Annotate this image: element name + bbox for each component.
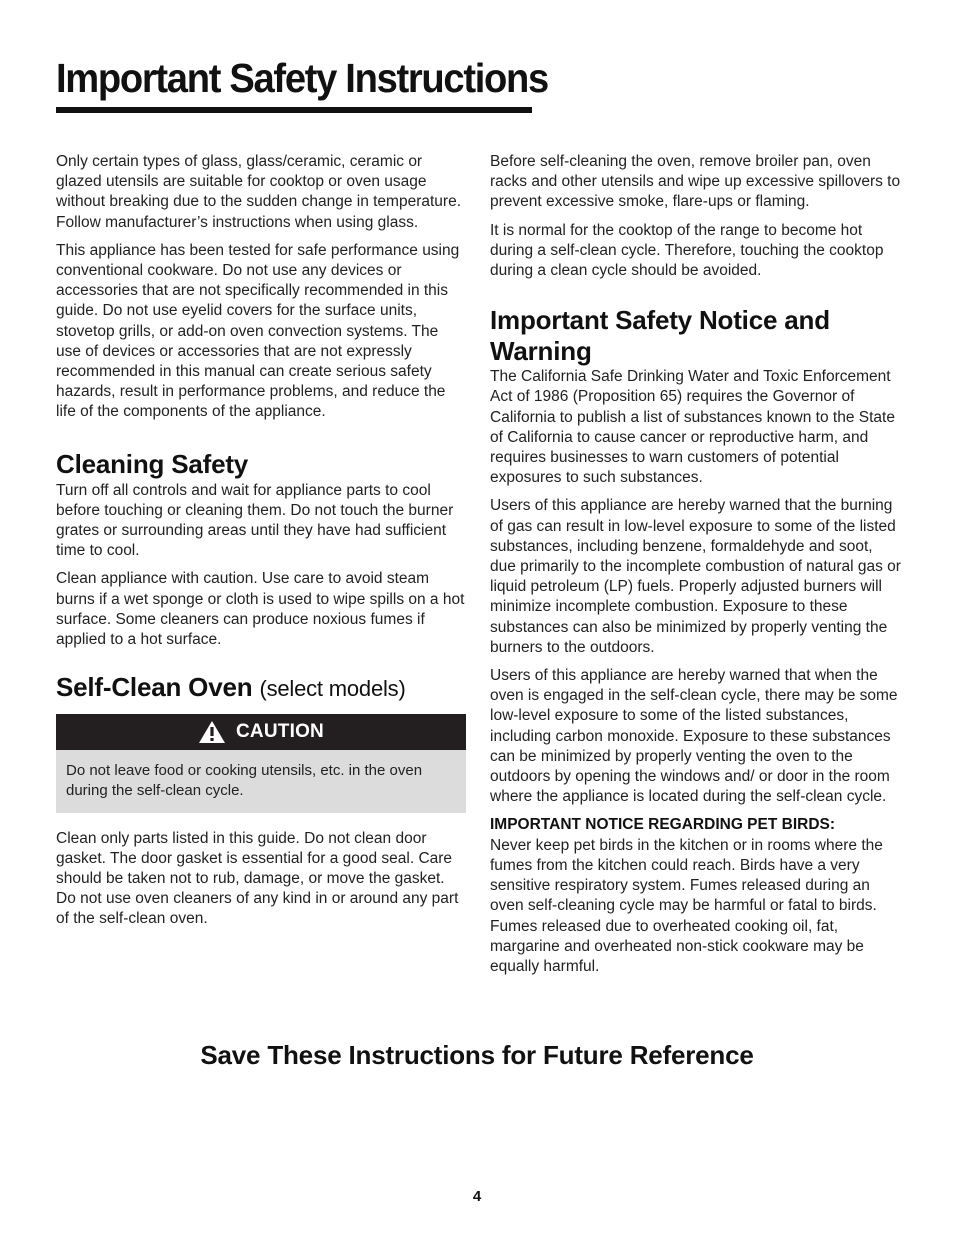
notice-paragraph-self-clean: Users of this appliance are hereby warned that when the oven is engaged in the self-clean cycle, there may be some low-level exposure to some of the listed substances, including carbon monoxide. Exposure to these substances can be minimized by properly venting the oven to the outdoors by opening the windows and/ or door in the room where the appliance is located during the self-clean cycle. — [490, 667, 898, 806]
caution-body — [56, 750, 466, 812]
caution-box — [56, 714, 466, 812]
notice-paragraph-pet-birds — [490, 815, 902, 977]
pet-birds-heading: IMPORTANT NOTICE REGARDING PET BIRDS: — [490, 816, 836, 834]
self-clean-paragraph-cooktop-hot: It is normal for the cooktop of the range to become hot during a self-clean cycle. Therefore, touching the cooktop during a clean cycle should be avoided. — [490, 221, 884, 280]
page-title: Important Safety Instructions — [56, 55, 548, 101]
right-column — [490, 152, 902, 985]
page-number: 4 — [472, 1188, 482, 1205]
intro-paragraph-cookware: This appliance has been tested for safe performance using conventional cookware. Do not use any devices or accessories that are not specifically recommended in this guide. Do not use eyelid covers for the surface units, stovetop grills, or add-on oven convection systems. The use of devices or accessories that are not expressly recommended in this manual can create serious safety hazards, result in performance problems, and reduce the life of the components of the appliance. — [56, 241, 460, 421]
self-clean-paragraph-remove: Before self-cleaning the oven, remove broiler pan, oven racks and other utensils and wipe up excessive spillovers to prevent excessive smoke, flare-ups or flaming. — [490, 153, 901, 211]
cleaning-paragraph-cool: Turn off all controls and wait for appliance parts to cool before touching or cleaning them. Do not touch the burner grates or surrounding areas until they have had sufficient time to cool. — [56, 481, 454, 560]
title-rule — [56, 107, 532, 113]
caution-bar — [56, 714, 466, 750]
left-column — [56, 152, 466, 938]
footer-heading: Save These Instructions for Future Reference — [200, 1040, 754, 1070]
self-clean-heading — [56, 672, 466, 704]
self-clean-subheading: (select models) — [259, 676, 406, 702]
warning-triangle-icon — [198, 720, 226, 744]
cleaning-paragraph-caution: Clean appliance with caution. Use care to avoid steam burns if a wet sponge or cloth is used to wipe spills on a hot surface. Some cleaners can produce noxious fumes if applied to a hot surface. — [56, 570, 465, 649]
self-clean-heading-main: Self-Clean Oven — [56, 672, 253, 703]
caution-label: CAUTION — [236, 721, 324, 743]
caution-text: Do not leave food or cooking utensils, etc. in the oven during the self-clean cycle. — [66, 762, 423, 800]
intro-paragraph-glass: Only certain types of glass, glass/ceramic, ceramic or glazed utensils are suitable for cooktop or oven usage without breaking due to the sudden change in temperature. Follow manufacturer’s instructions when using glass. — [56, 153, 461, 231]
self-clean-paragraph-gasket: Clean only parts listed in this guide. Do not clean door gasket. The door gasket is essential for a good seal. Care should be taken not to rub, damage, or move the gasket. Do not use oven cleaners of any kind in or around any part of the self-clean oven. — [56, 829, 459, 928]
notice-paragraph-gas: Users of this appliance are hereby warned that the burning of gas can result in low-level exposure to some of the listed substances, including benzene, formaldehyde and soot, due primarily to the incomplete combustion of natural gas or liquid petroleum (LP) fuels. Properly adjusted burners will minimize incomplete combustion. Exposure to these substances can also be minimized by properly venting the burners to the outdoors. — [490, 497, 901, 656]
pet-birds-text: Never keep pet birds in the kitchen or in rooms where the fumes from the kitchen could reach. Birds have a very sensitive respiratory system. Fumes released during an oven self-cleaning cycle may be harmful or fatal to birds. Fumes released due to overheated cooking oil, fat, margarine and overheated non-stick cookware may be equally harmful. — [490, 836, 883, 975]
safety-notice-heading: Important Safety Notice and Warning — [490, 305, 830, 367]
cleaning-safety-heading: Cleaning Safety — [56, 448, 249, 479]
notice-paragraph-prop65: The California Safe Drinking Water and Toxic Enforcement Act of 1986 (Proposition 65) requires the Governor of California to publish a list of substances known to the State of California to cause cancer or reproductive harm, and requires businesses to warn customers of potential exposures to such substances. — [490, 368, 895, 487]
